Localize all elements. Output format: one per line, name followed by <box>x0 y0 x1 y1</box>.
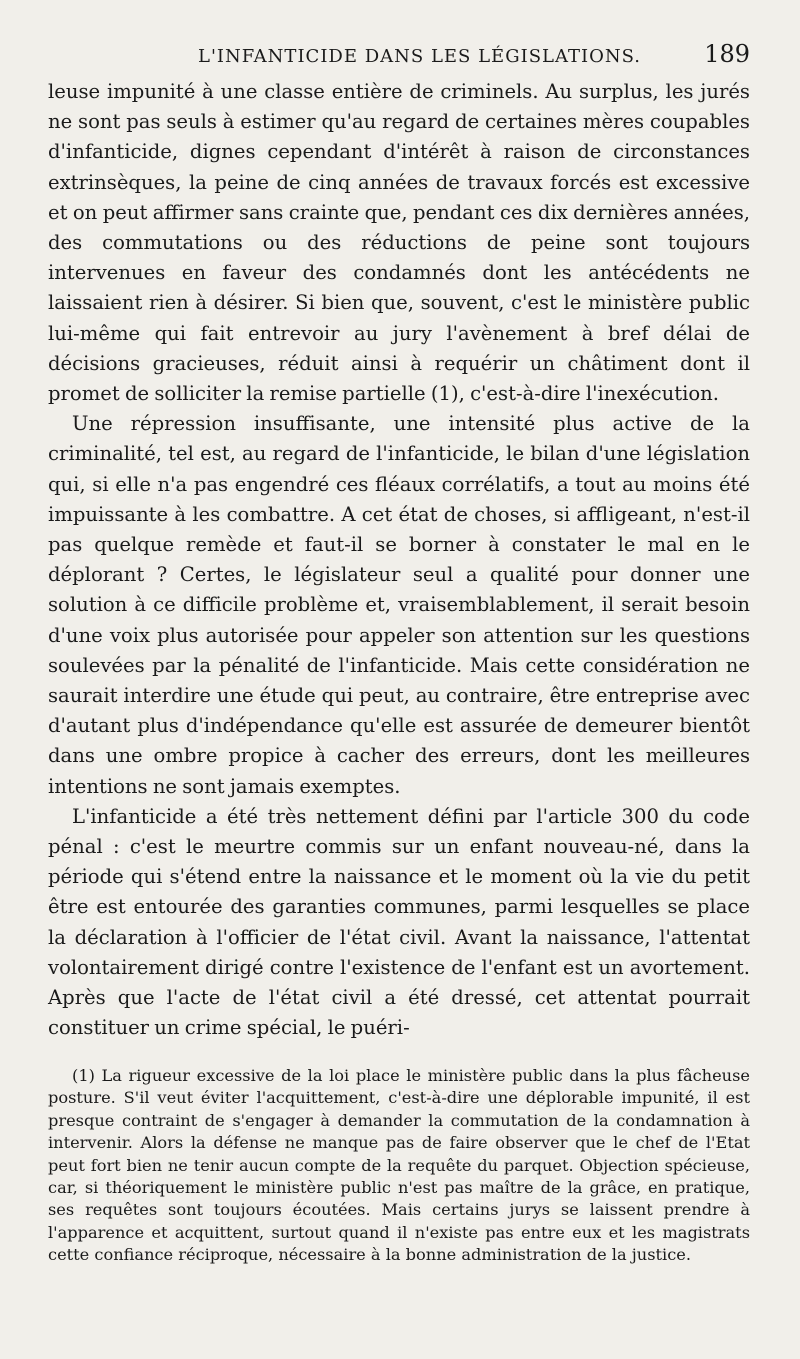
page-header <box>48 38 750 74</box>
running-title: L'INFANTICIDE DANS LES LÉGISLATIONS. <box>198 46 642 67</box>
paragraph-2: Une répression insuffisante, une intensité plus active de la criminalité, tel est, au regard de l'infanticide, le bilan d'une législation qui, si elle n'a pas engendré ces fléaux corrélatifs, a tout au moins été impuissante à les combattre. A cet état de choses, si affligeant, n'est-il pas quelque remède et faut-il se borner à constater le mal en le déplorant ? Certes, le législateur seul a qualité pour donner une solution à ce difficile problème et, vraisemblablement, il serait besoin d'une voix plus autorisée pour appeler son attention sur les questions soulevées par la pénalité de l'infanticide. Mais cette considération ne saurait interdire une étude qui peut, au contraire, être entreprise avec d'autant plus d'indépendance qu'elle est assurée de demeurer bientôt dans une ombre propice à cacher des erreurs, dont les meilleures intentions ne sont jamais exemptes. <box>48 412 750 798</box>
paragraph-3: L'infanticide a été très nettement défini par l'article 300 du code pénal : c'est le meurtre commis sur un enfant nouveau-né, dans la période qui s'étend entre la naissance et le moment où la vie du petit être est entourée des garanties communes, parmi lesquelles se place la déclaration à l'officier de l'état civil. Avant la naissance, l'attentat volontairement dirigé contre l'existence de l'enfant est un avortement. Après que l'acte de l'état civil a été dressé, cet attentat pourrait constituer un crime spécial, le puéri- <box>48 804 750 1040</box>
main-text <box>48 77 750 1044</box>
page-number: 189 <box>704 40 750 68</box>
footnote <box>48 1065 750 1267</box>
footnote-text: (1) La rigueur excessive de la loi place le ministère public dans la plus fâcheuse posture. S'il veut éviter l'acquittement, c'est-à-dire une déplorable impunité, il est presque contraint de s'engager à demander la commutation de la condamnation à intervenir. Alors la défense ne manque pas de faire observer que le chef de l'Etat peut fort bien ne tenir aucun compte de la requête du parquet. Objection spécieuse, car, si théoriquement le ministère public n'est pas maître de la grâce, en pratique, ses requêtes sont toujours écoutées. Mais certains jurys se laissent prendre à l'apparence et acquittent, surtout quand il n'existe pas entre eux et les magistrats cette confiance réciproque, nécessaire à la bonne administration de la justice. <box>48 1066 750 1265</box>
paragraph-1: leuse impunité à une classe entière de criminels. Au surplus, les jurés ne sont pas seuls à estimer qu'au regard de certaines mères coupables d'infanticide, dignes cependant d'intérêt à raison de circonstances extrinsèques, la peine de cinq années de travaux forcés est excessive et on peut affirmer sans crainte que, pendant ces dix dernières années, des commutations ou des réductions de peine sont toujours intervenues en faveur des condamnés dont les antécédents ne laissaient rien à désirer. Si bien que, souvent, c'est le ministère public lui-même qui fait entrevoir au jury l'avènement à bref délai de décisions gracieuses, réduit ainsi à requérir un châtiment dont il promet de solliciter la remise partielle (1), c'est-à-dire l'inexécution. <box>48 80 750 406</box>
